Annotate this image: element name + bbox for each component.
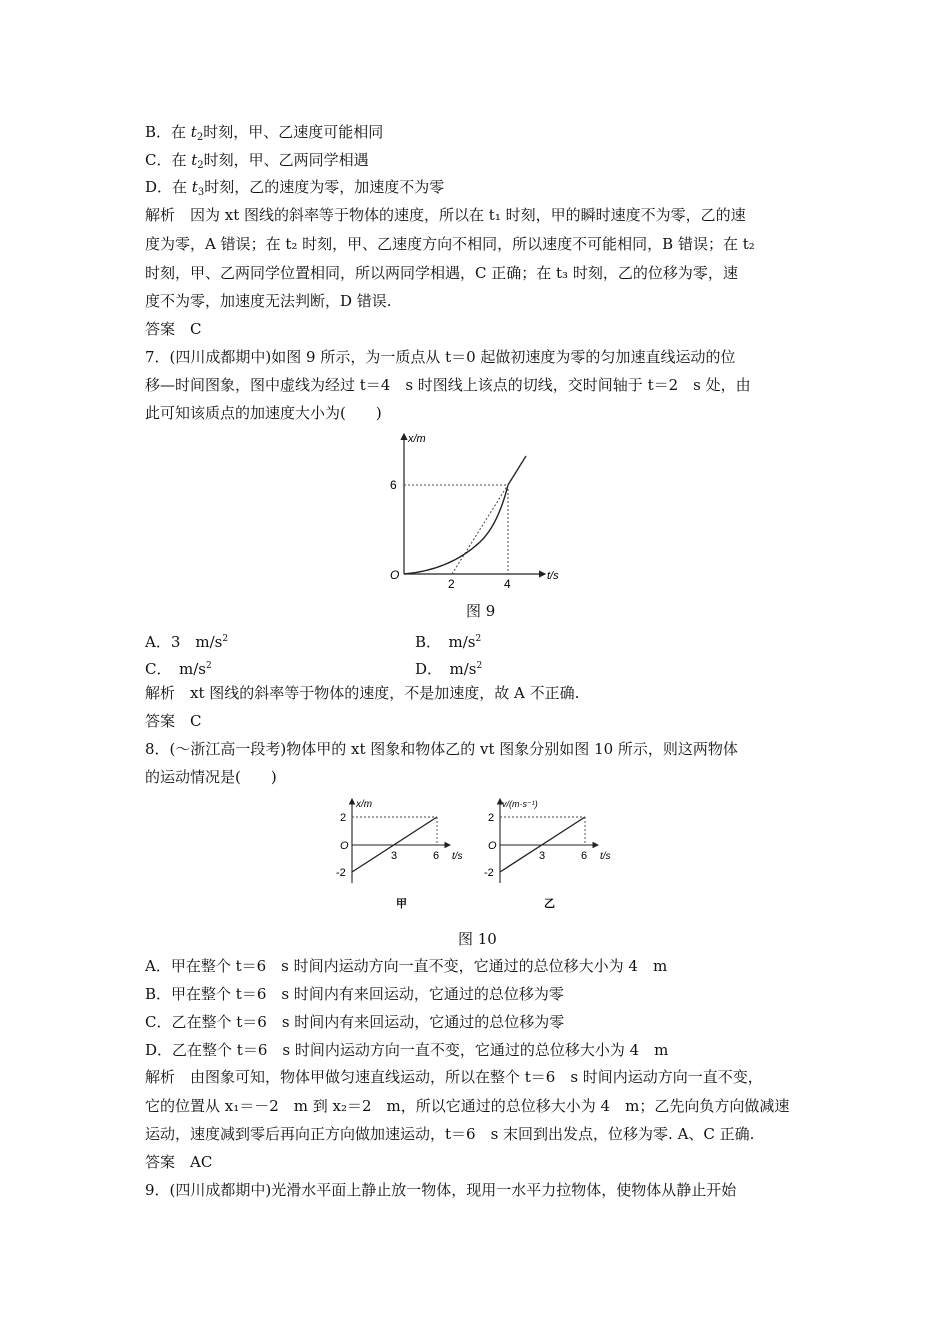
- yi-tick-y2: 2: [488, 812, 495, 824]
- q7-option-c: C． $m/s^2$: [145, 660, 212, 678]
- q8-option-d: D．乙在整个 t＝6 s 时间内运动方向一直不变，它通过的总位移大小为 4 m: [145, 1041, 669, 1059]
- yi-origin: O: [488, 840, 497, 852]
- q8-stem-line: 的运动情况是( ): [145, 768, 277, 786]
- jia-origin: O: [340, 840, 349, 852]
- q8-answer: 答案 AC: [145, 1153, 213, 1171]
- jia-label: 甲: [396, 898, 407, 910]
- yi-tick-x6: 6: [581, 850, 588, 862]
- q9-stem-line: 9．(四川成都期中)光滑水平面上静止放一物体，现用一水平力拉物体，使物体从静止开始: [145, 1181, 737, 1199]
- q7-explanation: 解析 xt 图线的斜率等于物体的速度，不是加速度，故 A 不正确.: [145, 684, 580, 702]
- q6-explanation-line: 度不为零，加速度无法判断，D 错误.: [145, 292, 392, 310]
- q8-option-b: B．甲在整个 t＝6 s 时间内有来回运动，它通过的总位移为零: [145, 985, 564, 1003]
- yi-label: 乙: [544, 898, 555, 910]
- figure-10-graphs: [330, 795, 630, 920]
- q8-explanation-line: 运动，速度减到零后再向正方向做加速运动，t＝6 s 末回到出发点，位移为零. A、C 正确.: [145, 1125, 755, 1143]
- q7-option-d: D． $m/s^2$: [415, 660, 483, 678]
- q7-answer: 答案 C: [145, 712, 202, 730]
- q6-explanation-line: 解析 因为 xt 图线的斜率等于物体的速度，所以在 t₁ 时刻，甲的瞬时速度不为零，乙的速: [145, 206, 746, 224]
- jia-tick-x3: 3: [391, 850, 398, 862]
- figure-9-xt-graph: [380, 428, 570, 596]
- axis-label-x: t/s: [547, 570, 559, 582]
- q6-explanation-line: 时刻，甲、乙两同学位置相同，所以两同学相遇，C 正确；在 t₃ 时刻，乙的位移为零，速: [145, 264, 738, 282]
- figure-10-caption: 图 10: [458, 930, 497, 948]
- q7-stem-line: 移—时间图象，图中虚线为经过 t＝4 s 时图线上该点的切线，交时间轴于 t＝2 s 处，由: [145, 376, 751, 394]
- graph-jia: [336, 799, 463, 910]
- q6-answer: 答案 C: [145, 320, 202, 338]
- q7-stem-line: 此可知该质点的加速度大小为( ): [145, 404, 382, 422]
- yi-axis-label-x: t/s: [600, 851, 611, 862]
- q8-explanation-line: 它的位置从 x₁＝－2 m 到 x₂＝2 m，所以它通过的总位移大小为 4 m；乙先向负方向做减速: [145, 1097, 790, 1115]
- q6-option-b: B．在 $t_2$时刻，甲、乙速度可能相同: [145, 123, 384, 143]
- yi-axis-label-y: v/(m·s⁻¹): [502, 799, 538, 809]
- yi-tick-ym2: -2: [484, 867, 494, 879]
- q8-explanation-line: 解析 由图象可知，物体甲做匀速直线运动，所以在整个 t＝6 s 时间内运动方向一直不变，: [145, 1068, 763, 1086]
- origin-label: O: [390, 568, 400, 582]
- q8-option-a: A．甲在整个 t＝6 s 时间内运动方向一直不变，它通过的总位移大小为 4 m: [145, 957, 668, 975]
- jia-tick-ym2: -2: [336, 867, 346, 879]
- jia-axis-label-x: t/s: [452, 851, 463, 862]
- yi-tick-x3: 3: [539, 850, 546, 862]
- q8-stem-line: 8．(～浙江高一段考)物体甲的 xt 图象和物体乙的 vt 图象分别如图 10 所示，则这两物体: [145, 740, 738, 758]
- q6-option-c: C．在 $t_2$时刻，甲、乙两同学相遇: [145, 151, 369, 171]
- tick-label-x2: 2: [448, 577, 455, 591]
- q7-stem-line: 7．(四川成都期中)如图 9 所示，为一质点从 t＝0 起做初速度为零的匀加速直线运动的位: [145, 348, 736, 366]
- q7-option-a: A．3 $m/s^2$: [145, 633, 229, 651]
- q6-explanation-line: 度为零，A 错误；在 t₂ 时刻，甲、乙速度方向不相同，所以速度不可能相同，B 错误；在 t₂: [145, 235, 755, 253]
- jia-tick-y2: 2: [340, 812, 347, 824]
- jia-axis-label-y: x/m: [356, 799, 373, 810]
- axis-label-y: x/m: [408, 433, 426, 445]
- q7-option-b: B． $m/s^2$: [415, 633, 482, 651]
- q6-option-d: D．在 $t_3$时刻，乙的速度为零，加速度不为零: [145, 178, 445, 198]
- tick-label-x4: 4: [504, 577, 511, 591]
- jia-tick-x6: 6: [433, 850, 440, 862]
- figure-9-caption: 图 9: [466, 602, 496, 620]
- q8-option-c: C．乙在整个 t＝6 s 时间内有来回运动，它通过的总位移为零: [145, 1013, 565, 1031]
- graph-yi: [484, 799, 611, 910]
- tick-label-y6: 6: [390, 478, 397, 492]
